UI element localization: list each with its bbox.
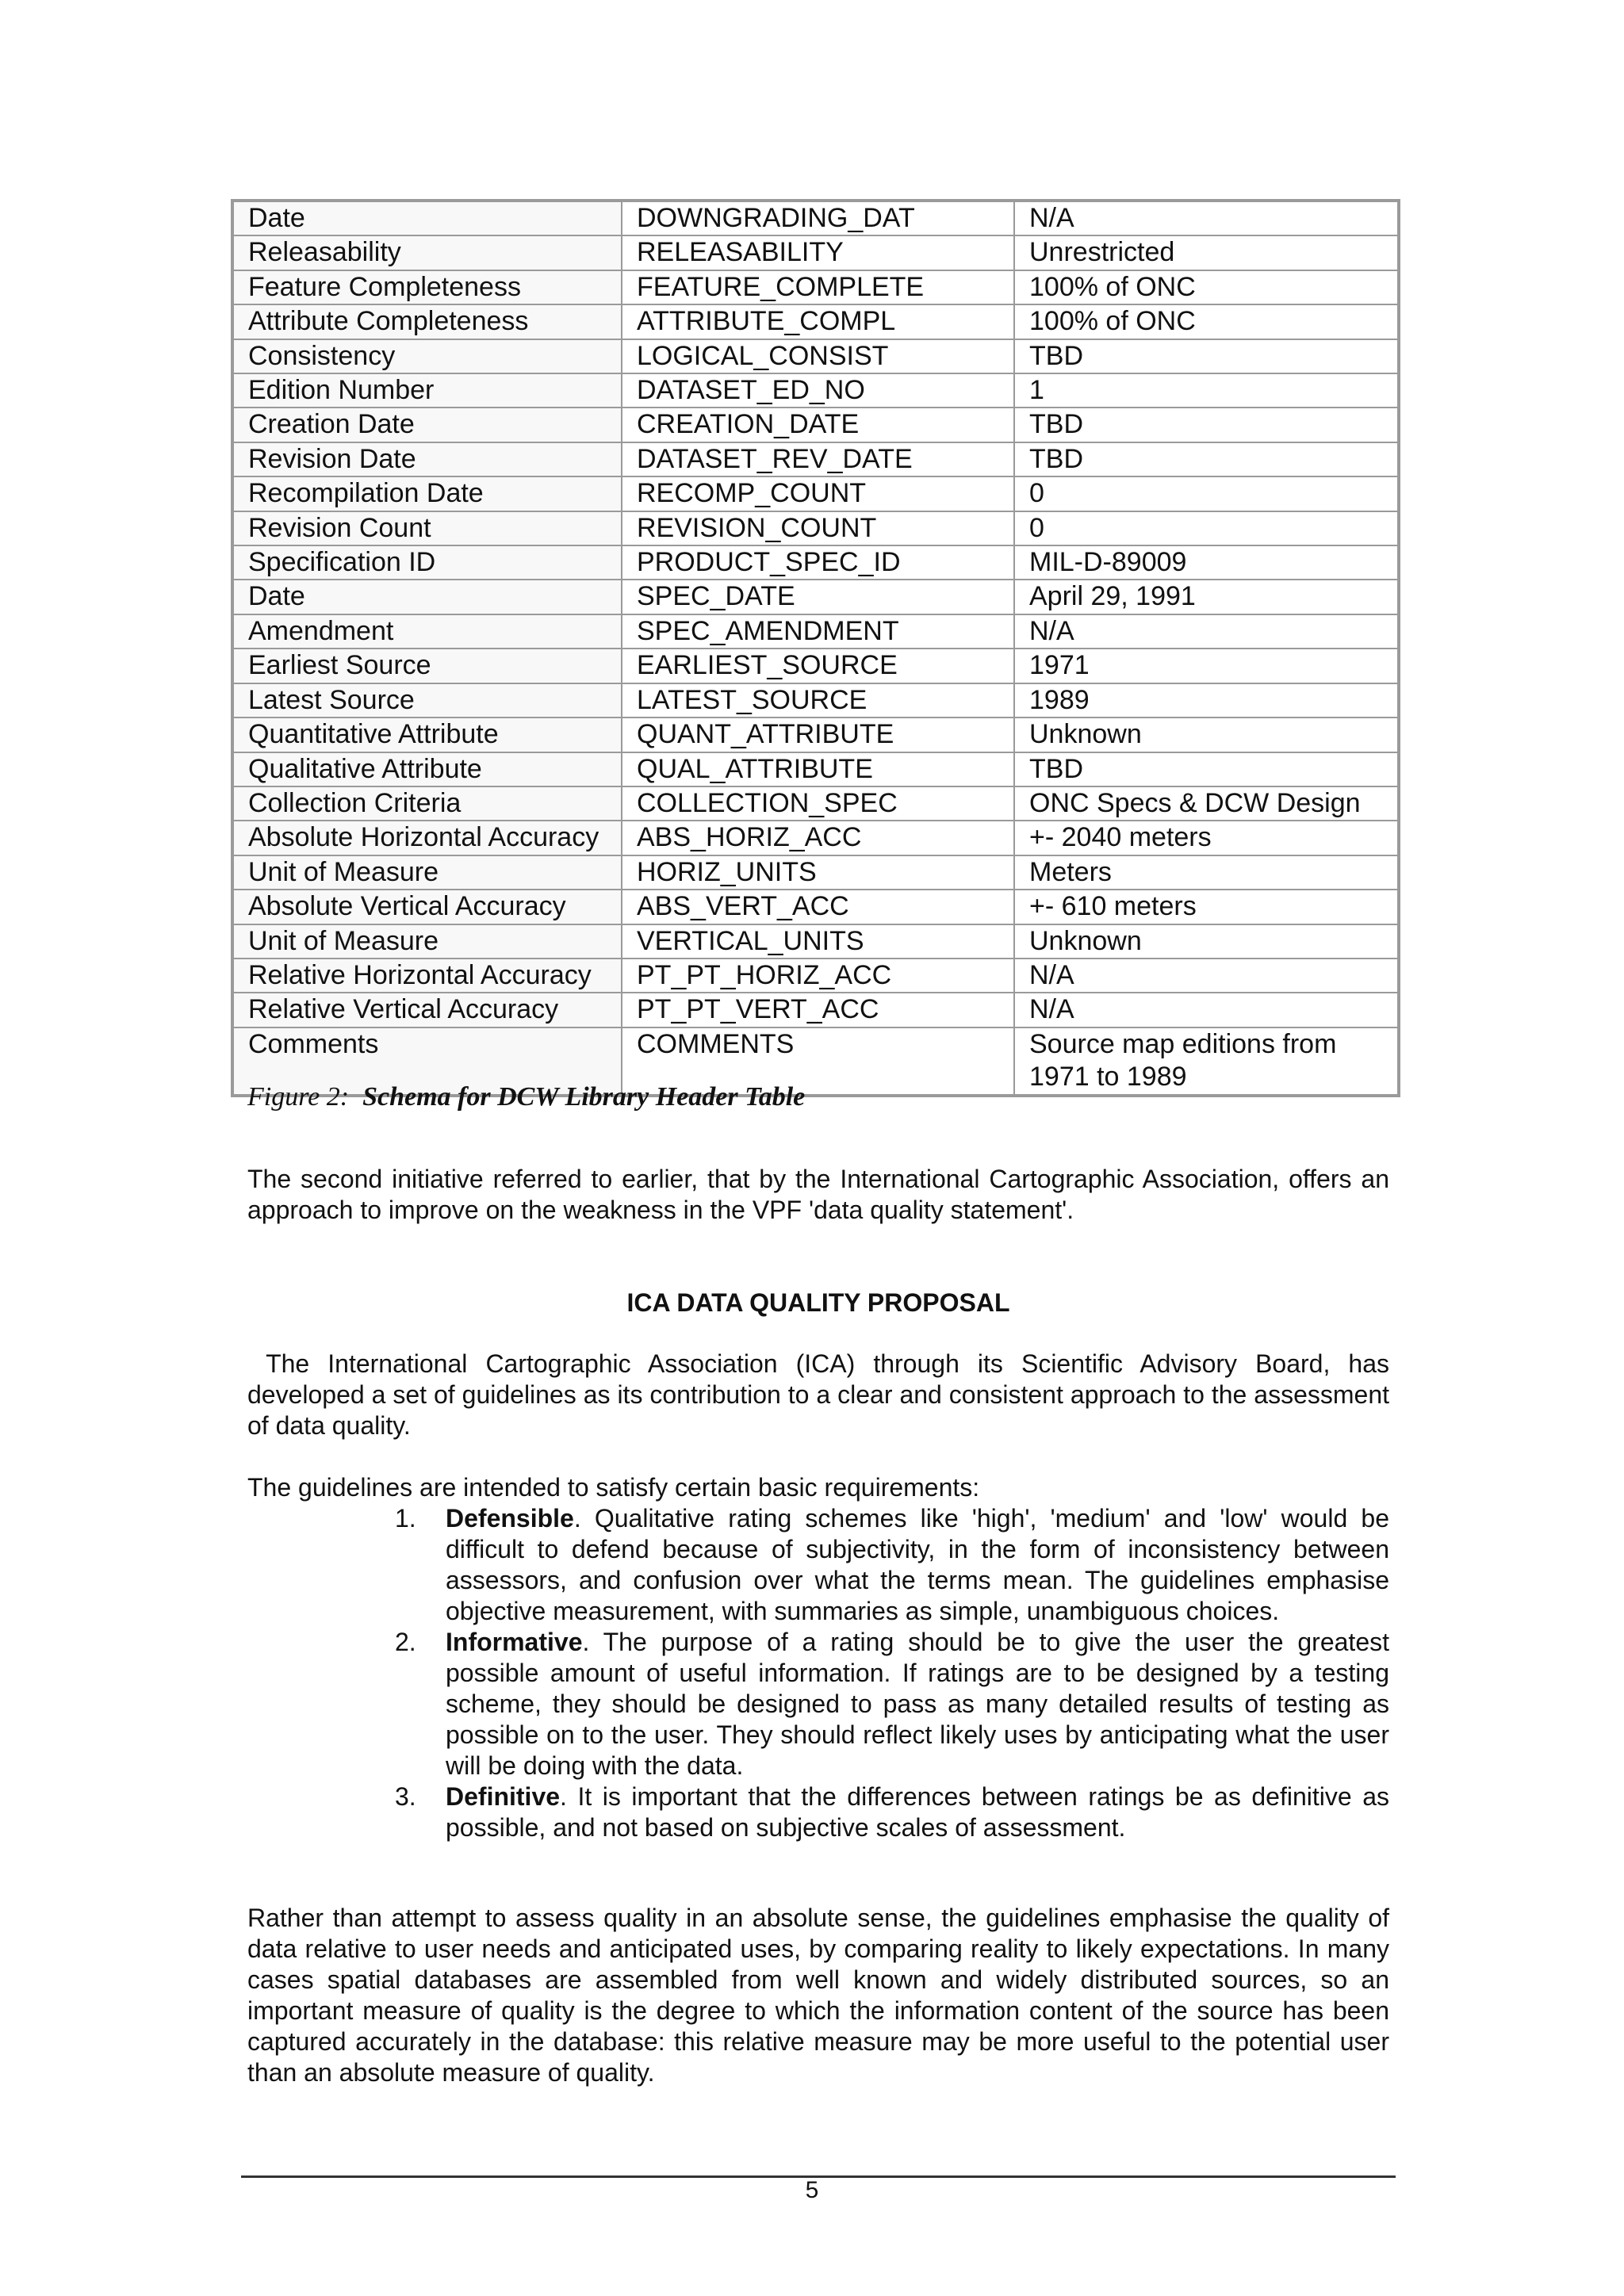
schema-table-body <box>232 201 1399 1096</box>
value-cell: +- 2040 meters <box>1014 821 1399 855</box>
table-row <box>232 270 1399 304</box>
table-row <box>232 201 1399 235</box>
column-name-cell: QUAL_ATTRIBUTE <box>622 752 1014 786</box>
table-row <box>232 786 1399 821</box>
requirement-text: . The purpose of a rating should be to give the user the greatest possible amount of useful information. If ratings are to be designed by a testing scheme, they should be designed to pass as many detailed results of testing as possible on to the user. They should reflect likely uses by anticipating what the user will be doing with the data. <box>446 1628 1389 1780</box>
requirements-list <box>395 1503 1389 1843</box>
column-name-cell: COLLECTION_SPEC <box>622 786 1014 821</box>
field-name-cell: Absolute Horizontal Accuracy <box>232 821 622 855</box>
caption-label: Figure 2: <box>247 1082 350 1112</box>
column-name-cell: CREATION_DATE <box>622 408 1014 442</box>
field-name-cell: Creation Date <box>232 408 622 442</box>
requirement-item <box>395 1781 1389 1843</box>
figure-caption <box>247 1082 805 1112</box>
value-cell: 1989 <box>1014 683 1399 718</box>
table-row <box>232 580 1399 614</box>
field-name-cell: Attribute Completeness <box>232 304 622 339</box>
value-cell: 0 <box>1014 511 1399 545</box>
value-cell: N/A <box>1014 614 1399 649</box>
table-row <box>232 235 1399 270</box>
value-cell: 100% of ONC <box>1014 304 1399 339</box>
value-cell: Meters <box>1014 855 1399 890</box>
table-row <box>232 855 1399 890</box>
requirement-term: Informative <box>446 1628 583 1656</box>
column-name-cell: ATTRIBUTE_COMPL <box>622 304 1014 339</box>
requirement-text: . Qualitative rating schemes like 'high', 'medium' and 'low' would be difficult to defend because of subjectivity, in the form of inconsistency between assessors, and confusion over what the terms mean. The guidelines emphasise objective measurement, with summaries as simple, unambiguous choices. <box>446 1504 1389 1625</box>
column-name-cell: LATEST_SOURCE <box>622 683 1014 718</box>
requirement-number: 3. <box>395 1782 416 1811</box>
field-name-cell: Quantitative Attribute <box>232 718 622 752</box>
table-row <box>232 752 1399 786</box>
value-cell: N/A <box>1014 201 1399 235</box>
requirement-item <box>395 1503 1389 1627</box>
value-cell: 100% of ONC <box>1014 270 1399 304</box>
column-name-cell: ABS_VERT_ACC <box>622 890 1014 924</box>
value-cell: N/A <box>1014 959 1399 993</box>
column-name-cell: LOGICAL_CONSIST <box>622 339 1014 373</box>
requirement-item <box>395 1627 1389 1781</box>
table-row <box>232 408 1399 442</box>
closing-paragraph: Rather than attempt to assess quality in an absolute sense, the guidelines emphasise the quality of data relative to user needs and anticipated uses, by comparing reality to likely expectations. In many cases spatial databases are assembled from well known and widely distributed sources, so an important measure of quality is the degree to which the information content of the source has been captured accurately in the database: this relative measure may be more useful to the potential user than an absolute measure of quality. <box>247 1904 1389 2087</box>
field-name-cell: Specification ID <box>232 545 622 580</box>
table-row <box>232 959 1399 993</box>
requirement-term: Defensible <box>446 1504 574 1533</box>
table-row <box>232 890 1399 924</box>
value-cell: 0 <box>1014 476 1399 511</box>
field-name-cell: Relative Horizontal Accuracy <box>232 959 622 993</box>
value-cell: April 29, 1991 <box>1014 580 1399 614</box>
column-name-cell: PT_PT_HORIZ_ACC <box>622 959 1014 993</box>
column-name-cell: EARLIEST_SOURCE <box>622 649 1014 683</box>
table-row <box>232 821 1399 855</box>
column-name-cell: PRODUCT_SPEC_ID <box>622 545 1014 580</box>
column-name-cell: SPEC_AMENDMENT <box>622 614 1014 649</box>
value-cell: Unknown <box>1014 718 1399 752</box>
requirement-number: 2. <box>395 1628 416 1656</box>
value-cell: TBD <box>1014 408 1399 442</box>
value-cell: 1 <box>1014 373 1399 408</box>
value-cell: TBD <box>1014 752 1399 786</box>
requirement-term: Definitive <box>446 1782 561 1811</box>
page-number: 5 <box>805 2177 819 2203</box>
schema-table <box>231 199 1400 1097</box>
value-cell: Unknown <box>1014 924 1399 959</box>
field-name-cell: Comments <box>232 1027 622 1096</box>
value-cell: 1971 <box>1014 649 1399 683</box>
table-row <box>232 373 1399 408</box>
column-name-cell: REVISION_COUNT <box>622 511 1014 545</box>
table-row <box>232 545 1399 580</box>
value-cell: +- 610 meters <box>1014 890 1399 924</box>
column-name-cell: PT_PT_VERT_ACC <box>622 993 1014 1027</box>
field-name-cell: Revision Count <box>232 511 622 545</box>
ica-paragraph-text: The International Cartographic Association (ICA) through its Scientific Advisory Board, has developed a set of guidelines as its contribution to a clear and consistent approach to the assessment of data quality. <box>247 1349 1390 1440</box>
value-cell: Unrestricted <box>1014 235 1399 270</box>
table-row <box>232 476 1399 511</box>
table-row <box>232 614 1399 649</box>
column-name-cell: ABS_HORIZ_ACC <box>622 821 1014 855</box>
column-name-cell: DATASET_ED_NO <box>622 373 1014 408</box>
field-name-cell: Feature Completeness <box>232 270 622 304</box>
column-name-cell: FEATURE_COMPLETE <box>622 270 1014 304</box>
column-name-cell: VERTICAL_UNITS <box>622 924 1014 959</box>
column-name-cell: DOWNGRADING_DAT <box>622 201 1014 235</box>
requirement-number: 1. <box>395 1504 416 1533</box>
value-cell: TBD <box>1014 339 1399 373</box>
column-name-cell: HORIZ_UNITS <box>622 855 1014 890</box>
table-row <box>232 442 1399 476</box>
field-name-cell: Latest Source <box>232 683 622 718</box>
caption-title: Schema for DCW Library Header Table <box>362 1082 806 1112</box>
table-row <box>232 304 1399 339</box>
field-name-cell: Edition Number <box>232 373 622 408</box>
field-name-cell: Earliest Source <box>232 649 622 683</box>
column-name-cell: SPEC_DATE <box>622 580 1014 614</box>
field-name-cell: Consistency <box>232 339 622 373</box>
value-cell: ONC Specs & DCW Design <box>1014 786 1399 821</box>
table-row <box>232 993 1399 1027</box>
value-cell: Source map editions from 1971 to 1989 <box>1014 1027 1399 1096</box>
value-cell: TBD <box>1014 442 1399 476</box>
field-name-cell: Amendment <box>232 614 622 649</box>
field-name-cell: Absolute Vertical Accuracy <box>232 890 622 924</box>
field-name-cell: Relative Vertical Accuracy <box>232 993 622 1027</box>
field-name-cell: Unit of Measure <box>232 855 622 890</box>
field-name-cell: Revision Date <box>232 442 622 476</box>
requirements-intro: The guidelines are intended to satisfy certain basic requirements: <box>247 1473 980 1502</box>
table-row <box>232 718 1399 752</box>
field-name-cell: Date <box>232 201 622 235</box>
table-row <box>232 924 1399 959</box>
column-name-cell: COMMENTS <box>622 1027 1014 1096</box>
field-name-cell: Unit of Measure <box>232 924 622 959</box>
column-name-cell: DATASET_REV_DATE <box>622 442 1014 476</box>
column-name-cell: QUANT_ATTRIBUTE <box>622 718 1014 752</box>
field-name-cell: Collection Criteria <box>232 786 622 821</box>
ica-paragraph <box>247 1349 1389 1441</box>
section-heading: ICA DATA QUALITY PROPOSAL <box>626 1288 1010 1317</box>
value-cell: N/A <box>1014 993 1399 1027</box>
table-row <box>232 649 1399 683</box>
intro-paragraph: The second initiative referred to earlier, that by the International Cartographic Association, offers an approach to improve on the weakness in the VPF 'data quality statement'. <box>247 1165 1389 1224</box>
field-name-cell: Qualitative Attribute <box>232 752 622 786</box>
table-row <box>232 339 1399 373</box>
value-cell: MIL-D-89009 <box>1014 545 1399 580</box>
table-row <box>232 683 1399 718</box>
field-name-cell: Recompilation Date <box>232 476 622 511</box>
table-row <box>232 511 1399 545</box>
field-name-cell: Releasability <box>232 235 622 270</box>
column-name-cell: RELEASABILITY <box>622 235 1014 270</box>
field-name-cell: Date <box>232 580 622 614</box>
requirement-text: . It is important that the differences between ratings be as definitive as possible, and not based on subjective scales of assessment. <box>446 1782 1389 1842</box>
column-name-cell: RECOMP_COUNT <box>622 476 1014 511</box>
